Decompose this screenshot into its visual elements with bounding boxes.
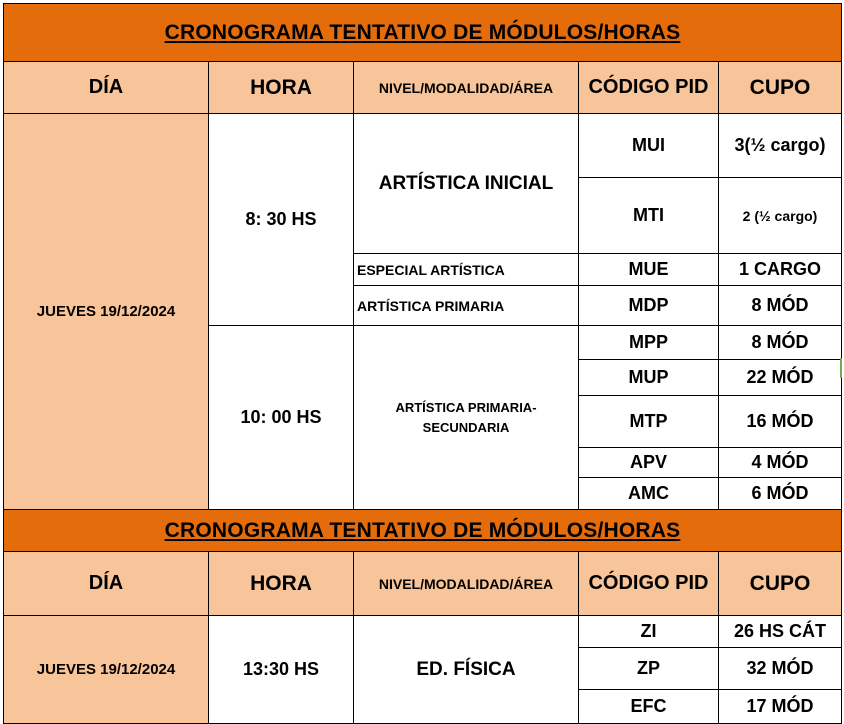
header-cupo: CUPO: [719, 62, 842, 114]
codigo-cell: MDP: [579, 286, 719, 326]
codigo-cell: MTI: [579, 178, 719, 254]
area-text: ARTÍSTICA PRIMARIA-SECUNDARIA: [395, 399, 537, 435]
header-codigo: CÓDIGO PID: [579, 552, 719, 616]
schedule-title: CRONOGRAMA TENTATIVO DE MÓDULOS/HORAS: [4, 510, 842, 552]
area-cell: ESPECIAL ARTÍSTICA: [354, 254, 579, 286]
codigo-cell: AMC: [579, 478, 719, 510]
selection-marker: [840, 358, 842, 378]
area-cell: ARTÍSTICA PRIMARIA: [354, 286, 579, 326]
cupo-cell: 1 CARGO: [719, 254, 842, 286]
header-hora: HORA: [209, 62, 354, 114]
cupo-cell: 32 MÓD: [719, 648, 842, 690]
hora-cell: 13:30 HS: [209, 616, 354, 724]
schedule-title: CRONOGRAMA TENTATIVO DE MÓDULOS/HORAS: [4, 4, 842, 62]
codigo-cell: MUI: [579, 114, 719, 178]
area-cell: ARTÍSTICA INICIAL: [354, 114, 579, 254]
codigo-cell: APV: [579, 448, 719, 478]
codigo-cell: MUP: [579, 360, 719, 396]
codigo-cell: MPP: [579, 326, 719, 360]
schedule-table-1: [3, 3, 842, 510]
header-cupo: CUPO: [719, 552, 842, 616]
hora-cell: 8: 30 HS: [209, 114, 354, 326]
cupo-cell: 8 MÓD: [719, 286, 842, 326]
day-cell: JUEVES 19/12/2024: [4, 114, 209, 510]
cupo-cell: 8 MÓD: [719, 326, 842, 360]
cupo-cell: 2 (½ cargo): [719, 178, 842, 254]
day-cell: JUEVES 19/12/2024: [4, 616, 209, 724]
codigo-cell: EFC: [579, 690, 719, 724]
codigo-cell: MUE: [579, 254, 719, 286]
cupo-cell: 26 HS CÁT: [719, 616, 842, 648]
header-hora: HORA: [209, 552, 354, 616]
schedule-table-2: [3, 509, 842, 724]
area-cell: [354, 326, 579, 510]
cupo-cell: 4 MÓD: [719, 448, 842, 478]
cupo-cell: 16 MÓD: [719, 396, 842, 448]
codigo-cell: ZP: [579, 648, 719, 690]
header-nivel: NIVEL/MODALIDAD/ÁREA: [354, 62, 579, 114]
header-dia: DÍA: [4, 62, 209, 114]
codigo-cell: ZI: [579, 616, 719, 648]
cupo-cell: 3(½ cargo): [719, 114, 842, 178]
codigo-cell: MTP: [579, 396, 719, 448]
header-codigo: CÓDIGO PID: [579, 62, 719, 114]
hora-cell: 10: 00 HS: [209, 326, 354, 510]
cupo-cell: 22 MÓD: [719, 360, 842, 396]
header-nivel: NIVEL/MODALIDAD/ÁREA: [354, 552, 579, 616]
header-dia: DÍA: [4, 552, 209, 616]
cupo-cell: 17 MÓD: [719, 690, 842, 724]
cupo-cell: 6 MÓD: [719, 478, 842, 510]
area-cell: ED. FÍSICA: [354, 616, 579, 724]
